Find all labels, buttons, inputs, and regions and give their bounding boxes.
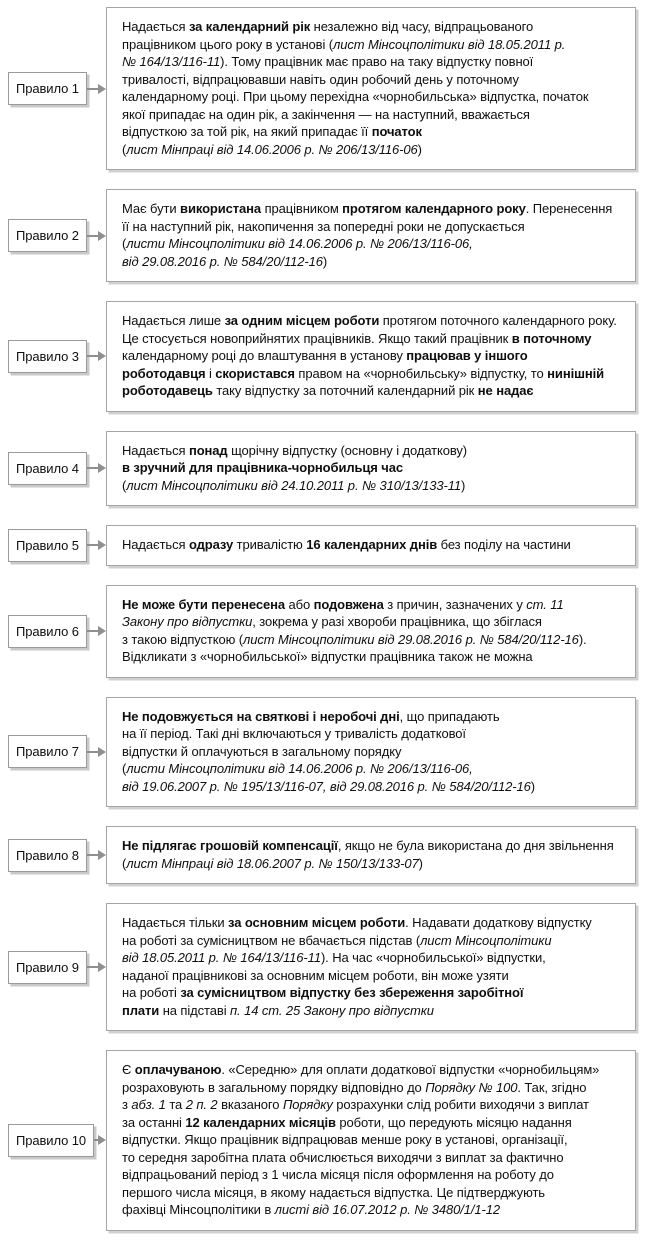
connector-arrow bbox=[87, 747, 106, 757]
connector-arrow bbox=[87, 84, 106, 94]
arrow-head-icon bbox=[98, 747, 106, 757]
arrow-head-icon bbox=[98, 231, 106, 241]
rule-label-box bbox=[8, 72, 87, 105]
rule-content-box bbox=[106, 903, 636, 1031]
rule-row bbox=[8, 903, 636, 1031]
rule-label-cell bbox=[8, 529, 106, 562]
rule-label-box bbox=[8, 452, 87, 485]
rule-label-cell bbox=[8, 839, 106, 872]
connector-arrow bbox=[87, 231, 106, 241]
arrow-head-icon bbox=[98, 1135, 106, 1145]
rule-label-box bbox=[8, 951, 87, 984]
rule-content-text: Не може бути перенесена або подовжена з причин, зазначених у ст. 11 Закону про відпустки, зокрема у разі хвороби працівника, що збіглася з такою відпусткою (лист Мінсоцполітики від 29.08.2016 р. № 584/20/112-16). Відкликати з «чорнобильської» відпустки працівника також не можна bbox=[122, 596, 587, 664]
rule-row bbox=[8, 431, 636, 507]
rule-content-box bbox=[106, 697, 636, 808]
arrow-head-icon bbox=[98, 84, 106, 94]
rule-label-text: Правило 7 bbox=[16, 744, 79, 760]
rule-content-text: Надається понад щорічну відпустку (основну і додаткову) в зручний для працівника-чорнобильця час (лист Мінсоцполітики від 24.10.2011 р. № 310/13/133-11) bbox=[122, 442, 468, 493]
rule-label-box bbox=[8, 735, 87, 768]
rule-label-box bbox=[8, 615, 87, 648]
rule-label-box bbox=[8, 1124, 94, 1157]
rule-content-text: Не підлягає грошовій компенсації, якщо не була використана до дня звільнення (лист Мінпраці від 18.06.2007 р. № 150/13/133-07) bbox=[122, 838, 614, 871]
rule-label-text: Правило 4 bbox=[16, 460, 79, 476]
rule-label-text: Правило 5 bbox=[16, 537, 79, 553]
rule-label-text: Правило 2 bbox=[16, 228, 79, 243]
rule-label-cell bbox=[8, 1124, 106, 1157]
rule-label-box bbox=[8, 529, 87, 562]
rule-label-cell bbox=[8, 452, 106, 485]
rule-label-cell bbox=[8, 615, 106, 648]
connector-arrow bbox=[87, 540, 106, 550]
rule-content-text: Має бути використана працівником протягом календарного року. Перенесення її на наступний рік, накопичення за попередні роки не допускається (листи Мінсоцполітики від 14.06.2006 р. № 206/13/116-06, від 29.08.2016 р. № 584/20/112-16) bbox=[122, 201, 613, 269]
rule-row bbox=[8, 525, 636, 566]
arrow-head-icon bbox=[98, 626, 106, 636]
connector-arrow bbox=[94, 1135, 106, 1145]
rule-label-box bbox=[8, 219, 87, 252]
rule-content-text: Надається за календарний рік незалежно від часу, відпрацьованого працівником цього року в установі (лист Мінсоцполітики від 18.05.2011 р. № 164/13/116-11). Тому працівник має право на таку відпустку повної тривалості, відпрацювавши навіть один робочий день у поточному календарному році. При цьому перехідна «чорнобильська» відпустка, початок якої припадає на один рік, а закінчення — на наступний, вважається відпусткою за той рік, на який припадає її початок (лист Мінпраці від 14.06.2006 р. № 206/13/116-06) bbox=[122, 19, 589, 157]
rule-content-text: Надається лише за одним місцем роботи протягом поточного календарного року. Це стосується новоприйнятих працівників. Якщо такий працівник в поточному календарному році до влаштування в установу працював у іншого роботодавця і скористався правом на «чорнобильську» відпустку, то нинішній роботодавець таку відпустку за поточний календарний рік не надає bbox=[122, 313, 617, 398]
rule-content-box bbox=[106, 7, 636, 170]
arrow-head-icon bbox=[98, 463, 106, 473]
rule-label-cell bbox=[8, 951, 106, 984]
rule-row bbox=[8, 301, 636, 412]
arrow-line bbox=[87, 88, 98, 90]
rule-content-text: Надається одразу тривалістю 16 календарних днів без поділу на частини bbox=[122, 537, 571, 552]
arrow-line bbox=[87, 854, 98, 856]
rule-label-cell bbox=[8, 735, 106, 768]
rule-content-text: Надається тільки за основним місцем роботи. Надавати додаткову відпустку на роботі за сумісництвом не вбачається підстав (лист Мінсоцполітики від 18.05.2011 р. № 164/13/116-11). На час «чорнобильської» відпустки, наданої працівникові за основним місцем роботи, він може узяти на роботі за сумісництвом відпустку без збереження заробітної плати на підставі п. 14 ст. 25 Закону про відпустки bbox=[122, 915, 592, 1018]
rule-content-box bbox=[106, 301, 636, 412]
rule-content-box bbox=[106, 1050, 636, 1231]
rule-label-box bbox=[8, 340, 87, 373]
arrow-line bbox=[87, 467, 98, 469]
arrow-line bbox=[87, 544, 98, 546]
connector-arrow bbox=[87, 463, 106, 473]
rule-label-text: Правило 10 bbox=[16, 1132, 87, 1148]
arrow-line bbox=[87, 630, 98, 632]
rule-label-text: Правило 9 bbox=[16, 959, 79, 975]
rule-row bbox=[8, 826, 636, 884]
connector-arrow bbox=[87, 626, 106, 636]
rule-label-cell bbox=[8, 219, 106, 252]
rule-label-text: Правило 8 bbox=[16, 847, 79, 863]
rule-label-text: Правило 1 bbox=[16, 81, 79, 96]
connector-arrow bbox=[87, 962, 106, 972]
rule-content-box bbox=[106, 585, 636, 678]
arrow-line bbox=[87, 355, 98, 357]
rule-content-text: Є оплачуваною. «Середню» для оплати додаткової відпустки «чорнобильцям» розраховують в загальному порядку відповідно до Порядку № 100. Так, згідно з абз. 1 та 2 п. 2 вказаного Порядку розрахунки слід робити виходячи з виплат за останні 12 календарних місяців роботи, що передують місяцю надання відпустки. Якщо працівник відпрацював менше року в установі, організації, то середня заробітна плата обчислюється виходячи з виплат за фактично відпрацьований період з 1 числа місяця після оформлення на роботу до першого числа місяця, в якому надається відпустка. Це підтверджують фахівці Мінсоцполітики в листі від 16.07.2012 р. № 3480/1/1-12 bbox=[122, 1062, 600, 1217]
rule-content-box bbox=[106, 189, 636, 282]
arrow-line bbox=[87, 235, 98, 237]
rule-row bbox=[8, 7, 636, 170]
arrow-head-icon bbox=[98, 351, 106, 361]
rule-label-cell bbox=[8, 340, 106, 373]
arrow-line bbox=[87, 751, 98, 753]
rule-content-box bbox=[106, 431, 636, 507]
rule-label-text: Правило 3 bbox=[16, 348, 79, 364]
connector-arrow bbox=[87, 351, 106, 361]
rule-label-cell bbox=[8, 72, 106, 105]
arrow-head-icon bbox=[98, 540, 106, 550]
rule-content-text: Не подовжується на святкові і неробочі дні, що припадають на її період. Такі дні включаються у тривалість додаткової відпустки й оплачуються в загальному порядку (листи Мінсоцполітики від 14.06.2006 р. № 206/13/116-06, від 19.06.2007 р. № 195/13/116-07, від 29.08.2016 р. № 584/20/112-16) bbox=[122, 708, 536, 794]
arrow-head-icon bbox=[98, 962, 106, 972]
rule-content-box bbox=[106, 826, 636, 884]
rule-label-box bbox=[8, 839, 87, 872]
rule-row bbox=[8, 585, 636, 678]
arrow-line bbox=[87, 966, 98, 968]
rule-row bbox=[8, 1050, 636, 1231]
rule-row bbox=[8, 697, 636, 808]
rule-content-box bbox=[106, 525, 636, 566]
rule-label-text: Правило 6 bbox=[16, 623, 79, 639]
connector-arrow bbox=[87, 850, 106, 860]
arrow-head-icon bbox=[98, 850, 106, 860]
rule-row bbox=[8, 189, 636, 282]
